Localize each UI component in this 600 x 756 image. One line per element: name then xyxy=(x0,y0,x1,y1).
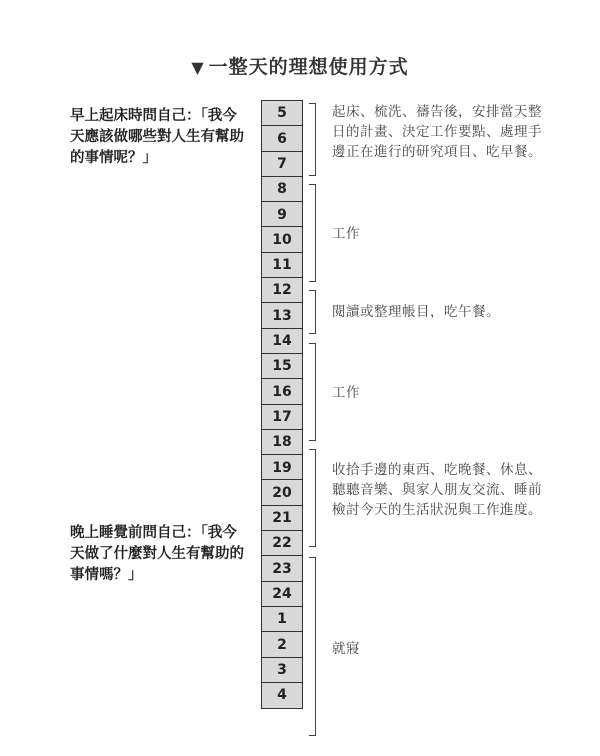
activity-work-am: 工作 xyxy=(332,226,360,242)
activity-noon: 閱讀或整理帳目，吃午餐。 xyxy=(332,304,500,320)
bracket-sleep xyxy=(309,557,316,736)
bracket-work-am xyxy=(309,184,316,282)
hour-cell: 1 xyxy=(261,606,303,633)
bracket-morning xyxy=(309,103,316,176)
hour-cell: 2 xyxy=(261,631,303,658)
hour-cell: 23 xyxy=(261,555,303,582)
diagram-title xyxy=(0,52,600,79)
hour-cell: 5 xyxy=(261,100,303,127)
hour-cell: 20 xyxy=(261,479,303,506)
hour-cell: 13 xyxy=(261,302,303,329)
hour-cell: 6 xyxy=(261,125,303,152)
title-text: 一整天的理想使用方式 xyxy=(208,56,409,78)
hour-cell: 4 xyxy=(261,682,303,709)
hour-cell: 16 xyxy=(261,378,303,405)
triangle-marker-icon: ▼ xyxy=(191,58,205,77)
hour-cell: 24 xyxy=(261,581,303,608)
morning-question: 早上起床時問自己：「我今天應該做哪些對人生有幫助的事情呢？」 xyxy=(70,108,244,166)
hour-cell: 9 xyxy=(261,201,303,228)
night-question: 晚上睡覺前問自己：「我今天做了什麼對人生有幫助的事情嗎？」 xyxy=(70,525,244,583)
bracket-evening xyxy=(309,449,316,547)
hour-cell: 8 xyxy=(261,176,303,203)
activity-sleep: 就寢 xyxy=(332,641,360,657)
hour-cell: 18 xyxy=(261,429,303,456)
hour-cell: 11 xyxy=(261,252,303,279)
hour-cell: 21 xyxy=(261,505,303,532)
activity-morning: 起床、梳洗、禱告後，安排當天整日的計畫、決定工作要點、處理手邊正在進行的研究項目、吃早餐。 xyxy=(332,104,542,160)
activity-evening: 收拾手邊的東西、吃晚餐、休息、聽聽音樂、與家人朋友交流、睡前檢討今天的生活狀況與工作進度。 xyxy=(332,462,542,518)
bracket-noon xyxy=(309,290,316,334)
bracket-work-pm xyxy=(309,343,316,441)
activity-work-pm: 工作 xyxy=(332,385,360,401)
hour-cell: 12 xyxy=(261,277,303,304)
hour-cell: 3 xyxy=(261,657,303,684)
hour-cell: 7 xyxy=(261,151,303,178)
hour-cell: 14 xyxy=(261,328,303,355)
hour-cell: 10 xyxy=(261,226,303,253)
hour-cell: 19 xyxy=(261,454,303,481)
hour-cell: 15 xyxy=(261,353,303,380)
hour-cell: 22 xyxy=(261,530,303,557)
hour-cell: 17 xyxy=(261,404,303,431)
hour-column xyxy=(261,100,303,709)
